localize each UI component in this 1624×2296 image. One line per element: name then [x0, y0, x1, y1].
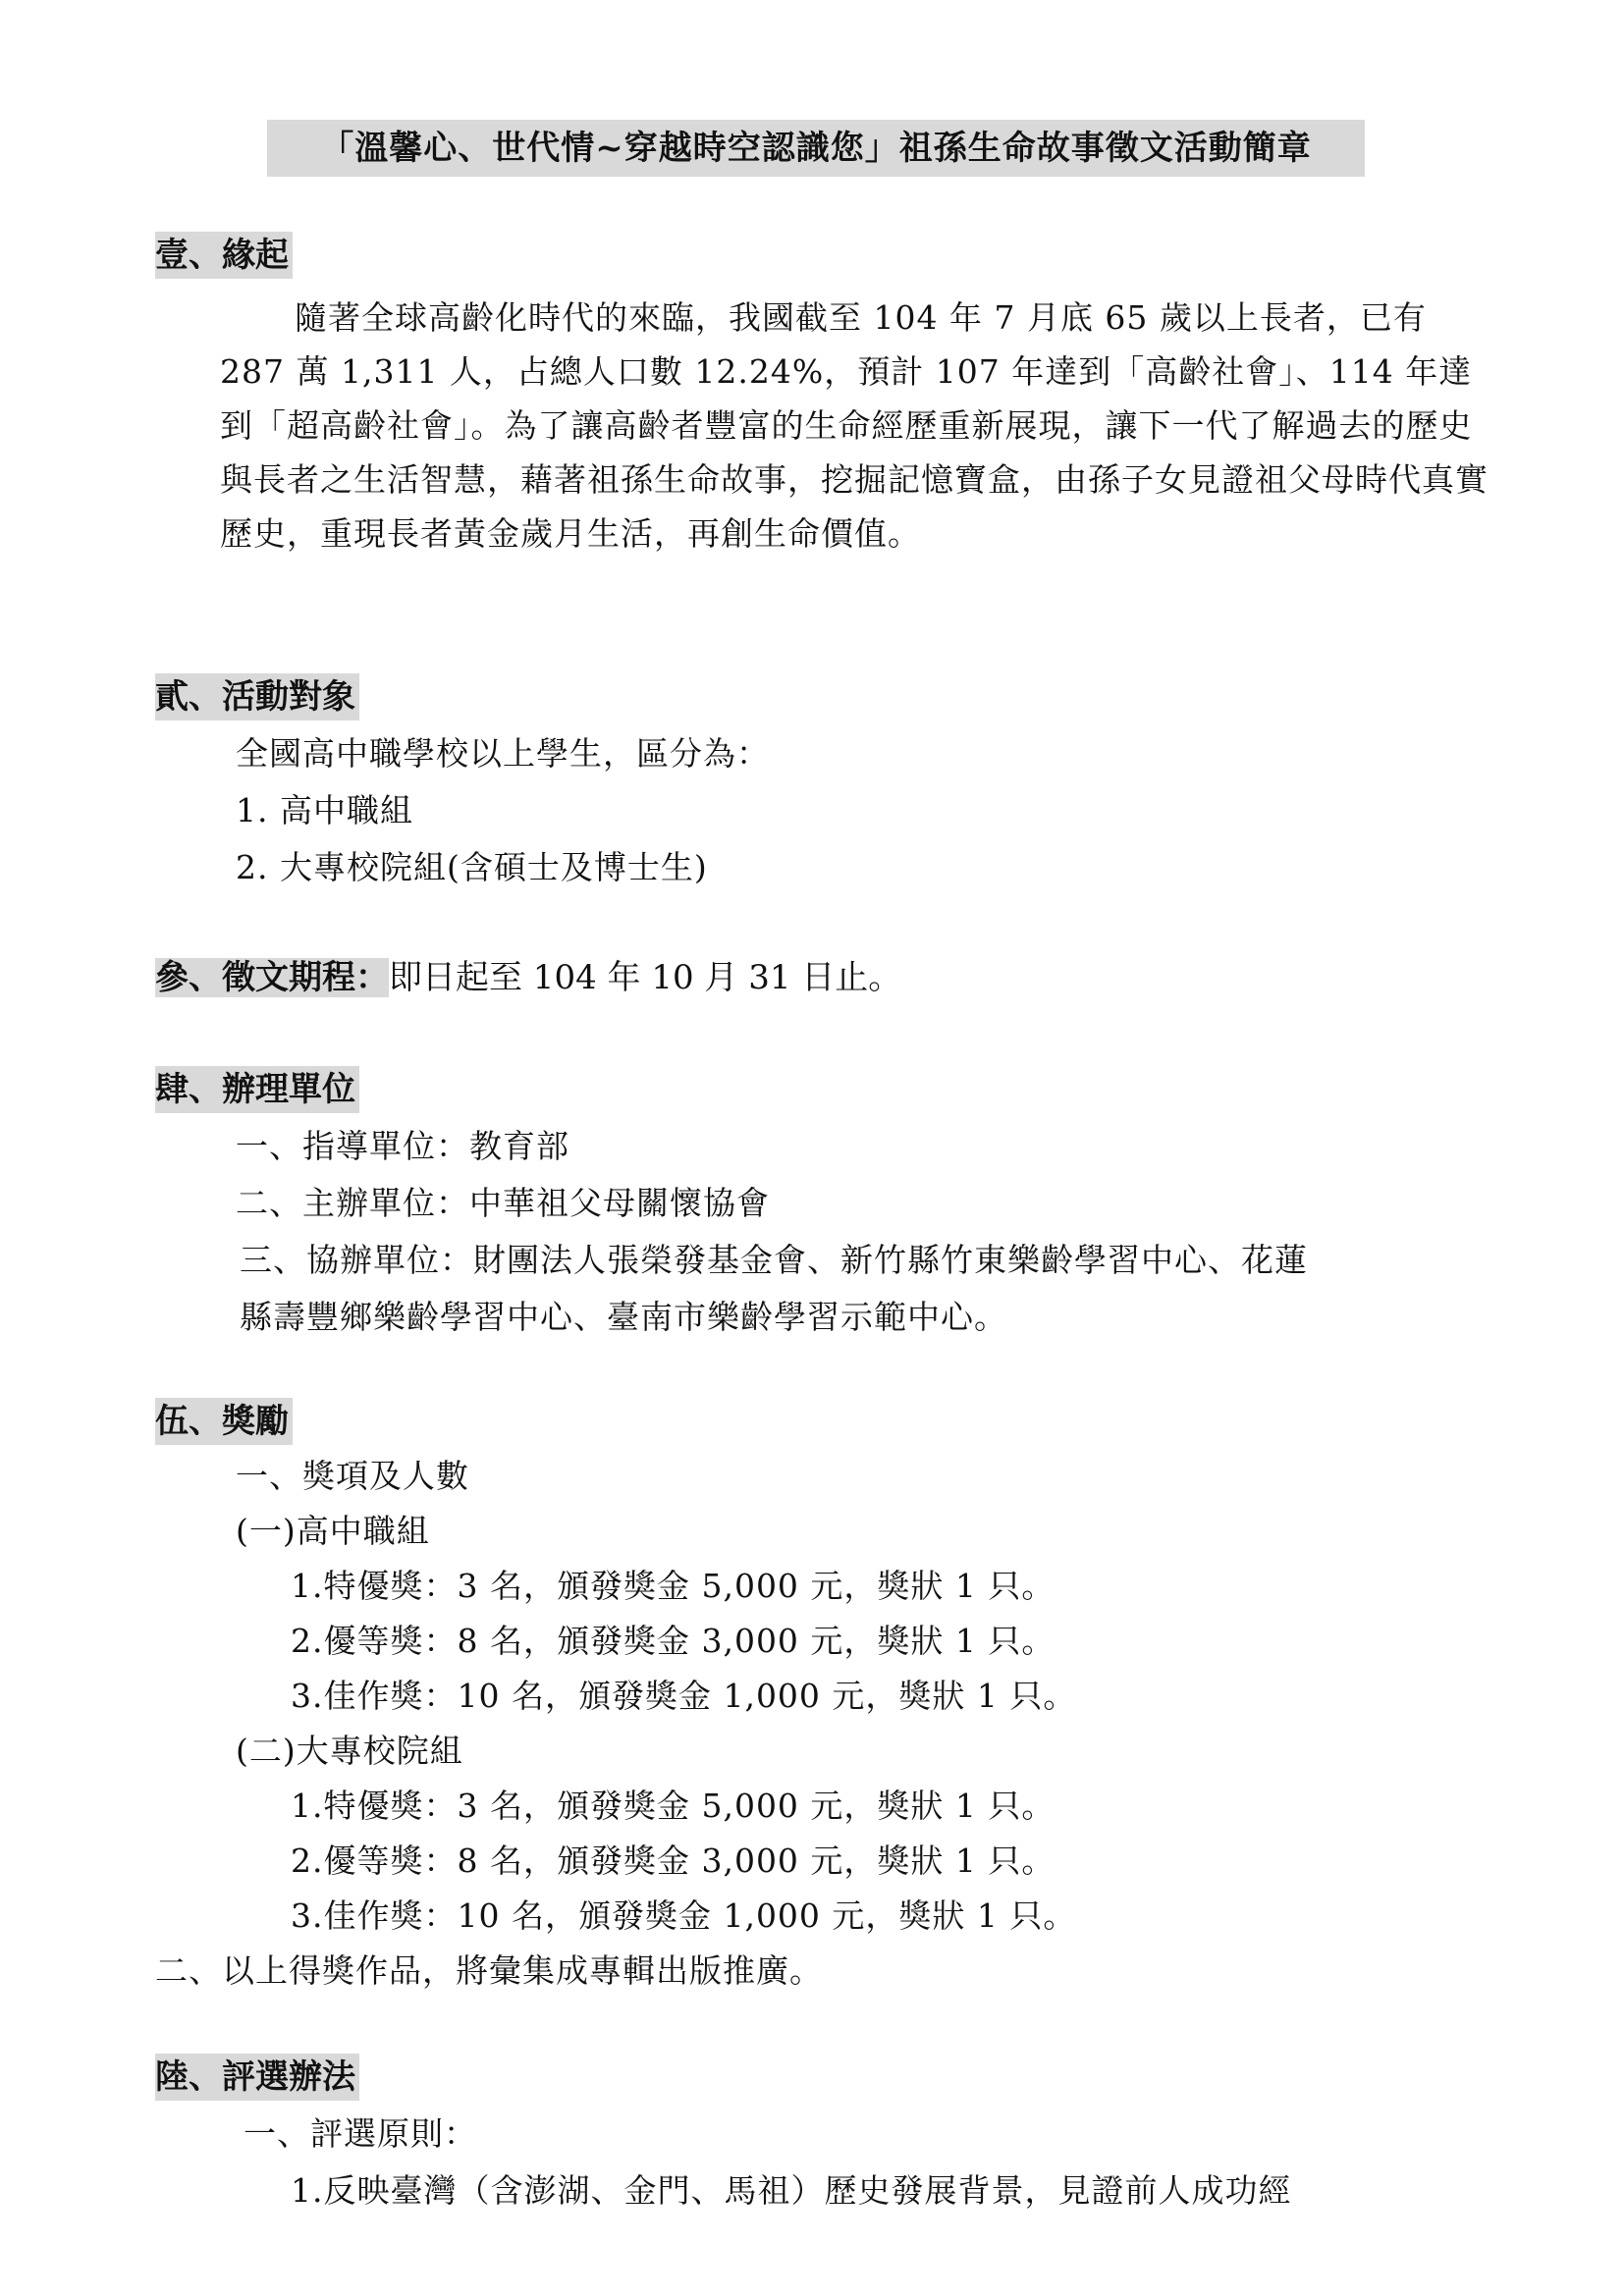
origin-text: 隨著全球高齡化時代的來臨，我國截至 104 年 7 月底 65 歲以上長者，已有 287 萬 1,311 人，占總人口數 12.24%，預計 107 年達到「高齡社會」、114 年達到「超高齡社會」。為了讓高齡者豐富的生命經歷重新展現，讓下一代了解過去的歷史與長者之生活智慧，藉著祖孫生命故事，挖掘記憶寶盒，由孫子女見證祖父母時代真實歷史，重現長者黃金歲月生活，再創生命價值。 — [220, 298, 1489, 553]
award-college-excellent: 2.優等獎：8 名，頒發獎金 3,000 元，獎狀 1 只。 — [291, 1842, 1056, 1880]
origin-paragraph — [220, 291, 1496, 561]
section-period — [155, 954, 901, 1001]
section-heading-awards: 伍、獎勵 — [155, 1398, 293, 1445]
awards-sub-1: 一、獎項及人數 — [236, 1457, 469, 1495]
awards-group-college: (二)大專校院組 — [236, 1732, 463, 1770]
period-text: 即日起至 104 年 10 月 31 日止。 — [389, 958, 902, 997]
section-heading-origin: 壹、緣起 — [155, 232, 293, 279]
award-college-honorable: 3.佳作獎：10 名，頒發獎金 1,000 元，獎狀 1 只。 — [291, 1896, 1077, 1935]
section-heading-period: 參、徵文期程： — [155, 958, 389, 997]
section-heading-organizers: 肆、辦理單位 — [155, 1066, 359, 1113]
evaluation-sub-1: 一、評選原則： — [244, 2114, 477, 2153]
target-item-2: 2. 大專校院組(含碩士及博士生) — [236, 848, 708, 886]
award-hs-honorable: 3.佳作獎：10 名，頒發獎金 1,000 元，獎狀 1 只。 — [291, 1677, 1077, 1715]
document-title: 「溫馨心、世代情~穿越時空認識您」祖孫生命故事徵文活動簡章 — [267, 120, 1365, 177]
organizer-guide: 一、指導單位：教育部 — [236, 1127, 569, 1165]
awards-group-highschool: (一)高中職組 — [236, 1512, 430, 1550]
award-hs-special: 1.特優獎：3 名，頒發獎金 5,000 元，獎狀 1 只。 — [291, 1567, 1056, 1605]
organizer-host: 二、主辦單位：中華祖父母關懷協會 — [236, 1184, 770, 1222]
award-hs-excellent: 2.優等獎：8 名，頒發獎金 3,000 元，獎狀 1 只。 — [291, 1622, 1056, 1660]
target-item-1: 1. 高中職組 — [236, 791, 413, 829]
organizer-co-host-cont: 縣壽豐鄉樂齡學習中心、臺南市樂齡學習示範中心。 — [240, 1298, 1007, 1336]
awards-sub-2: 二、以上得獎作品，將彙集成專輯出版推廣。 — [155, 1951, 823, 1990]
section-heading-evaluation: 陸、評選辦法 — [155, 2054, 359, 2101]
evaluation-item-1: 1.反映臺灣（含澎湖、金門、馬祖）歷史發展背景，見證前人成功經 — [291, 2171, 1292, 2210]
organizer-co-host: 三、協辦單位：財團法人張榮發基金會、新竹縣竹東樂齡學習中心、花蓮 — [240, 1241, 1308, 1279]
target-intro: 全國高中職學校以上學生，區分為： — [236, 734, 770, 773]
award-college-special: 1.特優獎：3 名，頒發獎金 5,000 元，獎狀 1 只。 — [291, 1787, 1056, 1825]
section-heading-target: 貳、活動對象 — [155, 673, 359, 721]
